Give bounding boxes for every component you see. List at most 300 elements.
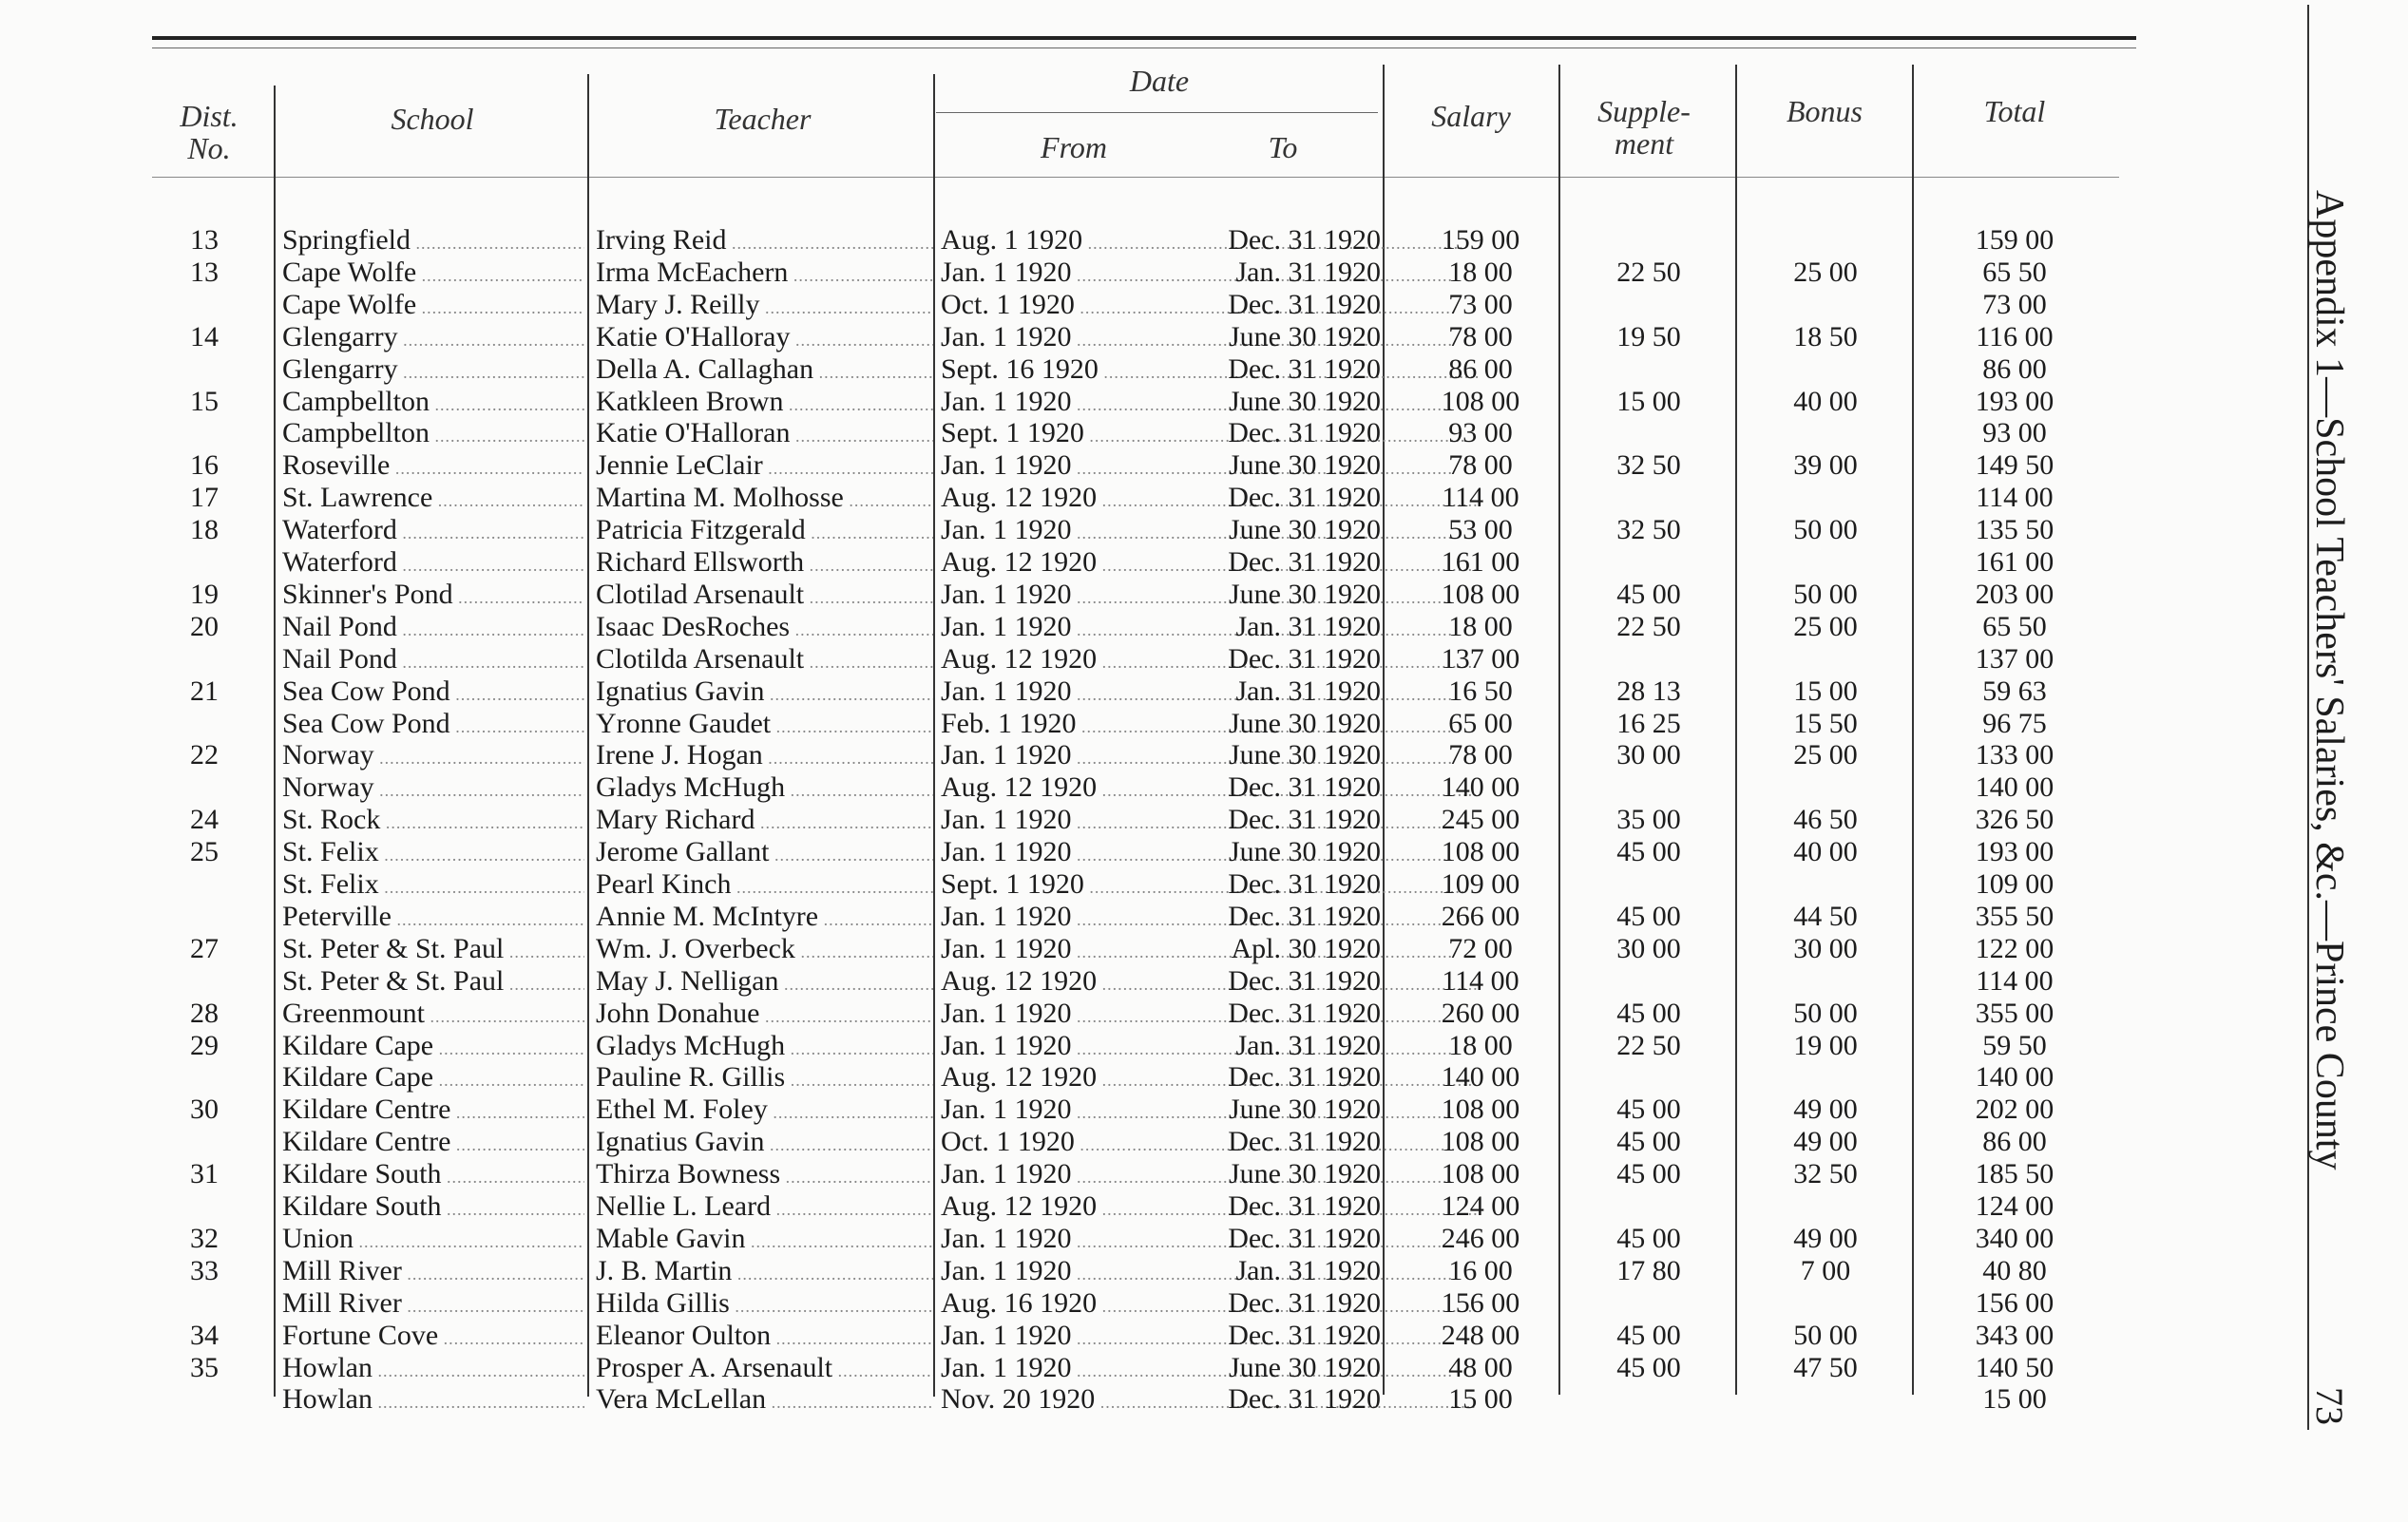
salary-cell: 16 50	[1448, 675, 1513, 707]
teacher-cell: Della A. Callaghan .....	[596, 353, 933, 389]
school-cell: Norway .....	[282, 771, 584, 807]
salary-cell: 108 00	[1441, 578, 1520, 610]
school-cell: St. Rock .....	[282, 804, 584, 839]
to-date-cell: June 30 1920	[1229, 578, 1381, 610]
teacher-cell: Irma McEachern .....	[596, 257, 933, 292]
salary-cell: 260 00	[1441, 997, 1520, 1029]
from-date-cell: Jan. 1 1920 .....	[941, 257, 1159, 292]
total-cell: 124 00	[1975, 1190, 2054, 1222]
supplement-cell: 45 00	[1616, 997, 1681, 1029]
dist-cell: 18	[190, 514, 219, 546]
to-date-cell: June 30 1920	[1229, 514, 1381, 546]
from-date-cell: Jan. 1 1920 .....	[941, 998, 1159, 1033]
to-date-cell: June 30 1920	[1229, 1158, 1381, 1190]
table-row	[0, 1190, 2186, 1223]
dist-cell: 16	[190, 449, 219, 482]
salary-cell: 137 00	[1441, 642, 1520, 675]
teacher-cell: J. B. Martin .....	[596, 1255, 933, 1290]
bonus-cell: 50 00	[1793, 1319, 1858, 1351]
to-date-cell: Dec. 31 1920	[1228, 997, 1381, 1029]
to-date-cell: June 30 1920	[1229, 385, 1381, 417]
table-row	[0, 224, 2186, 257]
supplement-cell: 45 00	[1616, 1094, 1681, 1126]
to-date-cell: Dec. 31 1920	[1228, 1190, 1381, 1222]
supplement-cell: 22 50	[1616, 610, 1681, 642]
to-date-cell: June 30 1920	[1229, 1351, 1381, 1383]
bonus-cell: 30 00	[1793, 932, 1858, 964]
dist-cell: 31	[190, 1158, 219, 1190]
salary-cell: 114 00	[1442, 482, 1519, 514]
total-cell: 156 00	[1975, 1286, 2054, 1319]
dist-cell: 32	[190, 1222, 219, 1254]
from-date-cell: Oct. 1 1920 .....	[941, 289, 1159, 324]
teacher-cell: Gladys McHugh .....	[596, 771, 933, 807]
school-cell: Union .....	[282, 1223, 584, 1258]
table-row	[0, 1320, 2186, 1352]
table-row	[0, 611, 2186, 643]
side-title: Appendix 1—School Teachers' Salaries, &c.—Prince County	[2307, 190, 2351, 1170]
to-date-cell: Dec. 31 1920	[1228, 642, 1381, 675]
dist-cell: 35	[190, 1351, 219, 1383]
from-date-cell: Aug. 12 1920 .....	[941, 1061, 1159, 1096]
table-row	[0, 1352, 2186, 1384]
school-cell: Kildare Cape .....	[282, 1061, 584, 1096]
table-row	[0, 449, 2186, 482]
bonus-cell: 49 00	[1793, 1126, 1858, 1158]
from-date-cell: Jan. 1 1920 .....	[941, 836, 1159, 871]
school-cell: Skinner's Pond .....	[282, 579, 584, 614]
from-date-cell: Sept. 1 1920 .....	[941, 868, 1159, 904]
school-cell: Nail Pond .....	[282, 611, 584, 646]
table-row	[0, 771, 2186, 804]
salary-cell: 73 00	[1448, 288, 1513, 320]
school-cell: Waterford .....	[282, 514, 584, 549]
to-date-cell: June 30 1920	[1229, 449, 1381, 482]
bonus-cell: 15 50	[1793, 707, 1858, 739]
school-cell: Kildare South .....	[282, 1190, 584, 1226]
from-date-cell: Aug. 12 1920 .....	[941, 643, 1159, 678]
school-cell: Kildare Centre .....	[282, 1094, 584, 1129]
teacher-cell: Annie M. McIntyre .....	[596, 901, 933, 936]
supplement-cell: 35 00	[1616, 804, 1681, 836]
from-date-cell: Jan. 1 1920 .....	[941, 1158, 1159, 1193]
total-cell: 193 00	[1975, 385, 2054, 417]
bonus-cell: 46 50	[1793, 804, 1858, 836]
school-cell: St. Lawrence .....	[282, 482, 584, 517]
school-cell: Peterville .....	[282, 901, 584, 936]
school-cell: Cape Wolfe .....	[282, 289, 584, 324]
teacher-cell: Clotilda Arsenault .....	[596, 643, 933, 678]
table-row	[0, 675, 2186, 708]
header-teacher: Teacher	[714, 102, 812, 136]
from-date-cell: Sept. 16 1920 .....	[941, 353, 1159, 389]
teacher-cell: Prosper A. Arsenault .....	[596, 1352, 933, 1387]
teacher-cell: Richard Ellsworth .....	[596, 546, 933, 581]
from-date-cell: Aug. 12 1920 .....	[941, 771, 1159, 807]
page-number: 73	[2308, 1387, 2351, 1425]
dist-cell: 28	[190, 997, 219, 1029]
table-row	[0, 868, 2186, 901]
salary-cell: 246 00	[1441, 1222, 1520, 1254]
from-date-cell: Jan. 1 1920 .....	[941, 1352, 1159, 1387]
to-date-cell: Dec. 31 1920	[1228, 900, 1381, 932]
header-salary: Salary	[1431, 99, 1511, 133]
from-date-cell: Jan. 1 1920 .....	[941, 933, 1159, 968]
school-cell: Mill River .....	[282, 1255, 584, 1290]
teacher-cell: Martina M. Molhosse .....	[596, 482, 933, 517]
salary-cell: 124 00	[1441, 1190, 1520, 1222]
supplement-cell: 45 00	[1616, 1158, 1681, 1190]
from-date-cell: Jan. 1 1920 .....	[941, 675, 1159, 711]
school-cell: Mill River .....	[282, 1287, 584, 1322]
total-cell: 135 50	[1975, 514, 2054, 546]
to-date-cell: June 30 1920	[1229, 739, 1381, 771]
bonus-cell: 25 00	[1793, 610, 1858, 642]
total-cell: 161 00	[1975, 546, 2054, 578]
from-date-cell: Nov. 20 1920 .....	[941, 1383, 1159, 1418]
school-cell: St. Felix .....	[282, 868, 584, 904]
teacher-cell: Mary J. Reilly .....	[596, 289, 933, 324]
school-cell: Kildare Cape .....	[282, 1030, 584, 1065]
to-date-cell: Dec. 31 1920	[1228, 964, 1381, 997]
school-cell: Roseville .....	[282, 449, 584, 485]
to-date-cell: Jan. 31 1920	[1235, 675, 1381, 707]
to-date-cell: Dec. 31 1920	[1228, 1383, 1381, 1416]
total-cell: 140 50	[1975, 1351, 2054, 1383]
supplement-cell: 17 80	[1616, 1254, 1681, 1286]
total-cell: 193 00	[1975, 836, 2054, 868]
header-bottom-rule	[152, 177, 2119, 178]
salary-cell: 159 00	[1441, 224, 1520, 256]
to-date-cell: Dec. 31 1920	[1228, 771, 1381, 804]
to-date-cell: Dec. 31 1920	[1228, 417, 1381, 449]
total-cell: 343 00	[1975, 1319, 2054, 1351]
teacher-cell: Irving Reid .....	[596, 224, 933, 259]
dist-cell: 25	[190, 836, 219, 868]
from-date-cell: Jan. 1 1920 .....	[941, 321, 1159, 356]
from-date-cell: Jan. 1 1920 .....	[941, 1094, 1159, 1129]
total-cell: 326 50	[1975, 804, 2054, 836]
from-date-cell: Jan. 1 1920 .....	[941, 514, 1159, 549]
teacher-cell: Gladys McHugh .....	[596, 1030, 933, 1065]
bonus-cell: 25 00	[1793, 256, 1858, 288]
teacher-cell: Jennie LeClair .....	[596, 449, 933, 485]
table-row	[0, 289, 2186, 321]
dist-cell: 29	[190, 1029, 219, 1061]
total-cell: 133 00	[1975, 739, 2054, 771]
school-cell: Greenmount .....	[282, 998, 584, 1033]
table-row	[0, 1383, 2186, 1416]
salary-cell: 15 00	[1448, 1383, 1513, 1416]
supplement-cell: 45 00	[1616, 1222, 1681, 1254]
from-date-cell: Jan. 1 1920 .....	[941, 1255, 1159, 1290]
from-date-cell: Oct. 1 1920 .....	[941, 1126, 1159, 1161]
teacher-cell: Katie O'Halloran .....	[596, 417, 933, 452]
date-sub-rule	[936, 112, 1378, 113]
dist-cell: 20	[190, 610, 219, 642]
table-row	[0, 1223, 2186, 1255]
salary-cell: 93 00	[1448, 417, 1513, 449]
teacher-cell: Nellie L. Leard .....	[596, 1190, 933, 1226]
bonus-cell: 50 00	[1793, 997, 1858, 1029]
school-cell: Cape Wolfe .....	[282, 257, 584, 292]
teacher-cell: Mary Richard .....	[596, 804, 933, 839]
from-date-cell: Aug. 1 1920 .....	[941, 224, 1159, 259]
table-row	[0, 257, 2186, 289]
total-cell: 202 00	[1975, 1094, 2054, 1126]
table-row	[0, 386, 2186, 418]
school-cell: Nail Pond .....	[282, 643, 584, 678]
school-cell: Glengarry .....	[282, 321, 584, 356]
bonus-cell: 7 00	[1800, 1254, 1851, 1286]
bonus-cell: 49 00	[1793, 1222, 1858, 1254]
supplement-cell: 19 50	[1616, 320, 1681, 352]
table-row	[0, 739, 2186, 771]
salary-cell: 86 00	[1448, 352, 1513, 385]
table-row	[0, 836, 2186, 868]
table-row	[0, 1255, 2186, 1287]
from-date-cell: Aug. 12 1920 .....	[941, 1190, 1159, 1226]
table-row	[0, 933, 2186, 965]
header-bonus: Bonus	[1787, 94, 1863, 128]
teacher-cell: Hilda Gillis .....	[596, 1287, 933, 1322]
to-date-cell: Jan. 31 1920	[1235, 1029, 1381, 1061]
salary-cell: 140 00	[1441, 771, 1520, 804]
bonus-cell: 39 00	[1793, 449, 1858, 482]
from-date-cell: Jan. 1 1920 .....	[941, 386, 1159, 421]
total-cell: 73 00	[1982, 288, 2047, 320]
from-date-cell: Aug. 12 1920 .....	[941, 546, 1159, 581]
total-cell: 355 50	[1975, 900, 2054, 932]
teacher-cell: Irene J. Hogan .....	[596, 739, 933, 774]
table-row	[0, 1030, 2186, 1062]
from-date-cell: Aug. 12 1920 .....	[941, 482, 1159, 517]
total-cell: 122 00	[1975, 932, 2054, 964]
table-row	[0, 708, 2186, 740]
total-cell: 140 00	[1975, 771, 2054, 804]
to-date-cell: Dec. 31 1920	[1228, 868, 1381, 900]
salary-cell: 78 00	[1448, 449, 1513, 482]
teacher-cell: Pauline R. Gillis .....	[596, 1061, 933, 1096]
salary-cell: 156 00	[1441, 1286, 1520, 1319]
supplement-cell: 32 50	[1616, 449, 1681, 482]
school-cell: Sea Cow Pond .....	[282, 675, 584, 711]
supplement-cell: 28 13	[1616, 675, 1681, 707]
from-date-cell: Jan. 1 1920 .....	[941, 449, 1159, 485]
to-date-cell: Dec. 31 1920	[1228, 482, 1381, 514]
total-cell: 149 50	[1975, 449, 2054, 482]
teacher-cell: Katie O'Halloray .....	[596, 321, 933, 356]
table-row	[0, 901, 2186, 933]
total-cell: 65 50	[1982, 610, 2047, 642]
teacher-cell: John Donahue .....	[596, 998, 933, 1033]
salary-cell: 16 00	[1448, 1254, 1513, 1286]
total-cell: 203 00	[1975, 578, 2054, 610]
dist-cell: 19	[190, 578, 219, 610]
school-cell: St. Felix .....	[282, 836, 584, 871]
from-date-cell: Aug. 16 1920 .....	[941, 1287, 1159, 1322]
header-school: School	[391, 102, 474, 136]
salary-cell: 108 00	[1441, 1094, 1520, 1126]
bonus-cell: 49 00	[1793, 1094, 1858, 1126]
supplement-cell: 45 00	[1616, 836, 1681, 868]
table-row	[0, 1061, 2186, 1094]
from-date-cell: Sept. 1 1920 .....	[941, 417, 1159, 452]
to-date-cell: June 30 1920	[1229, 320, 1381, 352]
top-rule-thick	[152, 36, 2136, 40]
salary-cell: 65 00	[1448, 707, 1513, 739]
bonus-cell: 32 50	[1793, 1158, 1858, 1190]
salary-cell: 18 00	[1448, 256, 1513, 288]
salary-cell: 161 00	[1441, 546, 1520, 578]
teacher-cell: Mable Gavin .....	[596, 1223, 933, 1258]
teacher-cell: Isaac DesRoches .....	[596, 611, 933, 646]
teacher-cell: Thirza Bowness .....	[596, 1158, 933, 1193]
supplement-cell: 45 00	[1616, 1351, 1681, 1383]
school-cell: Howlan .....	[282, 1383, 584, 1418]
to-date-cell: Dec. 31 1920	[1228, 352, 1381, 385]
teacher-cell: Wm. J. Overbeck .....	[596, 933, 933, 968]
salary-cell: 140 00	[1441, 1061, 1520, 1094]
school-cell: Kildare South .....	[282, 1158, 584, 1193]
supplement-cell: 45 00	[1616, 578, 1681, 610]
total-cell: 137 00	[1975, 642, 2054, 675]
dist-cell: 13	[190, 224, 219, 256]
table-row	[0, 546, 2186, 579]
school-cell: Springfield .....	[282, 224, 584, 259]
school-cell: Kildare Centre .....	[282, 1126, 584, 1161]
from-date-cell: Jan. 1 1920 .....	[941, 739, 1159, 774]
to-date-cell: Dec. 31 1920	[1228, 1286, 1381, 1319]
to-date-cell: Dec. 31 1920	[1228, 288, 1381, 320]
table-row	[0, 1126, 2186, 1158]
from-date-cell: Jan. 1 1920 .....	[941, 1030, 1159, 1065]
from-date-cell: Feb. 1 1920 .....	[941, 708, 1159, 743]
total-cell: 59 50	[1982, 1029, 2047, 1061]
bonus-cell: 47 50	[1793, 1351, 1858, 1383]
to-date-cell: Dec. 31 1920	[1228, 224, 1381, 256]
total-cell: 93 00	[1982, 417, 2047, 449]
to-date-cell: Jan. 31 1920	[1235, 1254, 1381, 1286]
salary-cell: 48 00	[1448, 1351, 1513, 1383]
header-total: Total	[1983, 94, 2046, 128]
from-date-cell: Jan. 1 1920 .....	[941, 1223, 1159, 1258]
bonus-cell: 50 00	[1793, 578, 1858, 610]
salary-cell: 18 00	[1448, 610, 1513, 642]
school-cell: St. Peter & St. Paul .....	[282, 965, 584, 1000]
total-cell: 86 00	[1982, 352, 2047, 385]
total-cell: 116 00	[1976, 320, 2054, 352]
from-date-cell: Jan. 1 1920 .....	[941, 901, 1159, 936]
supplement-cell: 45 00	[1616, 1319, 1681, 1351]
table-row	[0, 643, 2186, 675]
total-cell: 355 00	[1975, 997, 2054, 1029]
table-row	[0, 353, 2186, 386]
total-cell: 40 80	[1982, 1254, 2047, 1286]
salary-cell: 72 00	[1448, 932, 1513, 964]
from-date-cell: Aug. 12 1920 .....	[941, 965, 1159, 1000]
table-row	[0, 1158, 2186, 1190]
total-cell: 114 00	[1976, 482, 2054, 514]
teacher-cell: May J. Nelligan .....	[596, 965, 933, 1000]
teacher-cell: Clotilad Arsenault .....	[596, 579, 933, 614]
to-date-cell: Dec. 31 1920	[1228, 546, 1381, 578]
school-cell: Glengarry .....	[282, 353, 584, 389]
to-date-cell: June 30 1920	[1229, 836, 1381, 868]
teacher-cell: Ignatius Gavin .....	[596, 675, 933, 711]
header-date: Date	[1129, 64, 1190, 98]
dist-cell: 14	[190, 320, 219, 352]
teacher-cell: Pearl Kinch .....	[596, 868, 933, 904]
teacher-cell: Eleanor Oulton .....	[596, 1320, 933, 1355]
to-date-cell: Dec. 31 1920	[1228, 1222, 1381, 1254]
bonus-cell: 40 00	[1793, 385, 1858, 417]
bonus-cell: 40 00	[1793, 836, 1858, 868]
salary-cell: 78 00	[1448, 320, 1513, 352]
bonus-cell: 50 00	[1793, 514, 1858, 546]
dist-cell: 27	[190, 932, 219, 964]
header-from: From	[1041, 130, 1107, 164]
table-row	[0, 321, 2186, 353]
bonus-cell: 19 00	[1793, 1029, 1858, 1061]
total-cell: 114 00	[1976, 964, 2054, 997]
salary-cell: 114 00	[1442, 964, 1519, 997]
table-row	[0, 417, 2186, 449]
to-date-cell: Apl. 30 1920	[1231, 932, 1381, 964]
to-date-cell: Dec. 31 1920	[1228, 1126, 1381, 1158]
school-cell: Campbellton .....	[282, 386, 584, 421]
table-row	[0, 482, 2186, 514]
salary-cell: 248 00	[1441, 1319, 1520, 1351]
bonus-cell: 25 00	[1793, 739, 1858, 771]
table-row	[0, 579, 2186, 611]
supplement-cell: 45 00	[1616, 1126, 1681, 1158]
table-row	[0, 965, 2186, 998]
bonus-cell: 18 50	[1793, 320, 1858, 352]
school-cell: St. Peter & St. Paul .....	[282, 933, 584, 968]
salary-cell: 108 00	[1441, 1158, 1520, 1190]
to-date-cell: June 30 1920	[1229, 707, 1381, 739]
dist-cell: 24	[190, 804, 219, 836]
teacher-cell: Ethel M. Foley .....	[596, 1094, 933, 1129]
header-dist: Dist. No.	[180, 99, 239, 165]
table-row	[0, 1094, 2186, 1126]
bonus-cell: 15 00	[1793, 675, 1858, 707]
school-cell: Campbellton .....	[282, 417, 584, 452]
from-date-cell: Jan. 1 1920 .....	[941, 611, 1159, 646]
table-row	[0, 804, 2186, 836]
table-row	[0, 514, 2186, 546]
teacher-cell: Ignatius Gavin .....	[596, 1126, 933, 1161]
bonus-cell: 44 50	[1793, 900, 1858, 932]
to-date-cell: Dec. 31 1920	[1228, 1061, 1381, 1094]
supplement-cell: 22 50	[1616, 256, 1681, 288]
to-date-cell: Dec. 31 1920	[1228, 1319, 1381, 1351]
dist-cell: 15	[190, 385, 219, 417]
total-cell: 109 00	[1975, 868, 2054, 900]
total-cell: 59 63	[1982, 675, 2047, 707]
teacher-cell: Jerome Gallant .....	[596, 836, 933, 871]
supplement-cell: 16 25	[1616, 707, 1681, 739]
supplement-cell: 30 00	[1616, 739, 1681, 771]
school-cell: Fortune Cove .....	[282, 1320, 584, 1355]
dist-cell: 34	[190, 1319, 219, 1351]
table-row	[0, 1287, 2186, 1320]
teacher-cell: Yronne Gaudet .....	[596, 708, 933, 743]
total-cell: 185 50	[1975, 1158, 2054, 1190]
from-date-cell: Jan. 1 1920 .....	[941, 804, 1159, 839]
salary-cell: 108 00	[1441, 836, 1520, 868]
